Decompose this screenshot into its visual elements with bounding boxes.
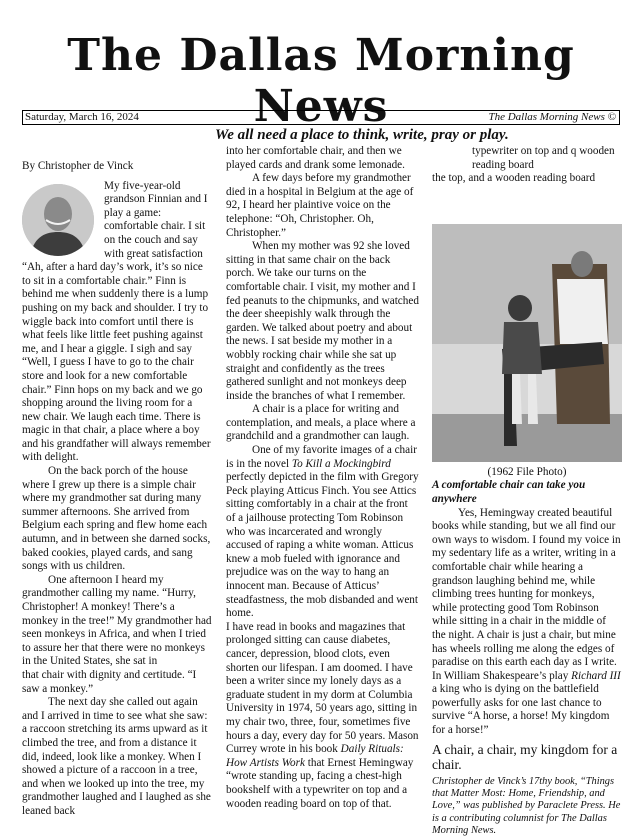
masthead: The Dallas Morning News — [67, 30, 575, 132]
photo-caption: A comfortable chair can take you anywhere — [432, 479, 586, 505]
news-photo — [432, 224, 622, 462]
text-run: a king who is dying on the battlefield powerfully asks for one last chance to survive “A horse, a horse! My kingdom for a horse!” — [432, 683, 610, 737]
text-run: Yes, Hemingway created beautiful books while standing, but we all find our own ways to wisdom. I found my voice in my sedentary life as a writer, writing in a comfortable chair while hearing a grandson laughing behind me, while climbing trees hunting for monkeys, while protecting good Tom Robinson while sitting in a chair in the middle of the night. A chair is just a chair, but mine has wheels rolling me along the edges of paradise on this earth each day as I write. In William Shakespeare’s play — [432, 506, 621, 682]
paragraph: On the back porch of the house where I grew up there is a simple chair where my grandmother sat during many summer afternoons. She arrived from Belgium each spring and flew home each autumn, and in between she darned socks, baked cookies, played cards, and sang songs with us children. — [22, 465, 211, 573]
column-2 — [226, 145, 419, 811]
paragraph: A chair is a place for writing and contemplation, and meals, a place where a grandchild and a grandmother can laugh. — [226, 403, 416, 443]
paragraph — [226, 621, 419, 811]
text-run: perfectly depicted in the film with Gregory Peck playing Atticus Finch. You see Attics sitting comfortably in a chair at the front of a jailhouse protecting Tom Robinson who was incarcerated and wrongly accused of raping a white woman. Atticus knew a mob fueled with ignorance and prejudice was on the way to hang an innocent man. Because of Atticus’ steadfastness, the mob disbanded and went home. — [226, 471, 419, 620]
paragraph: that chair with dignity and certitude. “I saw a monkey.” — [22, 668, 197, 695]
author-headshot — [22, 184, 94, 256]
paragraph: typewriter on top and q wooden reading board — [472, 145, 615, 171]
paragraph: The next day she called out again and I arrived in time to see what she saw: a raccoon stretching its arms upward as it climbed the tree, and from a distance it did, indeed, look like a monkey. When I showed a picture of a raccoon in a tree, and when we looked up into the tree, my grandmother laughed and I laughed as she leaned back — [22, 696, 211, 817]
issue-date: Saturday, March 16, 2024 — [25, 111, 139, 123]
photo-chair-scene-icon — [432, 224, 622, 462]
book-title: To Kill a Mockingbird — [291, 457, 391, 470]
photo-credit: (1962 File Photo) — [487, 465, 567, 478]
text-run: that Ernest Hemingway “wrote standing up, facing a chest-high bookshelf with a typewriter on top and a wooden reading board on top of that. — [226, 756, 414, 810]
headline: We all need a place to think, write, pray or play. — [215, 127, 509, 143]
paragraph: A few days before my grandmother died in a hospital in Belgium at the age of 92, I heard her plaintive voice on the telephone: “Oh, Christopher. Oh, Christopher.” — [226, 172, 414, 239]
text-run: One of my favorite images of a chair is in the novel — [226, 444, 417, 470]
paragraph: One afternoon I heard my grandmother calling my name. “Hurry, Christopher! A monkey! There’s a monkey in the tree!” My grandmother had seen monkeys in Africa, and when I tried to assure her that there were no monkeys in the United States, she sat in — [22, 573, 212, 668]
column-1 — [22, 160, 212, 819]
paragraph — [226, 444, 419, 621]
paragraph: into her comfortable chair, and then we played cards and drank some lemonade. — [226, 145, 405, 171]
paragraph: When my mother was 92 she loved sitting in that same chair on the back porch. We take our turns on the comfortable chair. I visit, my mother and I fed peanuts to the chipmunks, and watched the deer sheepishly walk through the garden. We talked about poetry and about the news. I sat beside my mother in a wobbly rocking chair while she sat up straight and confidently as the trees gathered sunlight and not monkeys deep inside the branches of what I remember. — [226, 240, 419, 402]
paragraph: My five-year-old grandson Finnian and I play a game: comfortable chair. I sit on the couch and say with great satisfaction “Ah, after a hard day’s work, it’s so nice to sit in a comfortable chair.” Finn is behind me when suddenly there is a lump pushing on my back and shoulder. I try to wiggle back into comfort until there is what feels like little feet pushing against me, and I hear a giggle. I sigh and say “Well, I guess I have to go to the chair store and look for a new comfortable chair.” Finn hops on my back and we go shopping around the living room for a new chair. We laugh each time. There is magic in that chair, a place where a boy and his grandfather will always remember with delight. — [22, 179, 211, 464]
author-photo-icon — [22, 184, 94, 256]
text-run: I have read in books and magazines that prolonged sitting can cause diabetes, cancer, depression, blood clots, even shorten our lifespan. I am doomed. I have been a writer since my lonely days as a graduate student in my dorm at Columbia University in 1974, 50 years ago, sitting in my chair two, three, four, sometimes five hours a day, every day for 50 years. Mason Currey wrote in his book — [226, 620, 419, 756]
column-3 — [432, 145, 622, 838]
book-title: Daily Rituals: How Artists Work — [226, 743, 404, 769]
paragraph: the top, and a wooden reading board — [432, 172, 596, 185]
play-title: Richard III — [571, 669, 621, 682]
closing-line: A chair, a chair, my kingdom for a chair. — [432, 741, 618, 772]
author-bio: Christopher de Vinck’s 17thy book, “Things that Matter Most: Home, Friendship, and Love,” was published by Paraclete Press. He is a contributing columnist for The Dallas Morning News. — [432, 775, 621, 837]
dateline-bar — [22, 110, 620, 125]
byline: By Christopher de Vinck — [22, 160, 134, 172]
publication-credit: The Dallas Morning News © — [488, 111, 616, 123]
paragraph — [432, 507, 622, 738]
